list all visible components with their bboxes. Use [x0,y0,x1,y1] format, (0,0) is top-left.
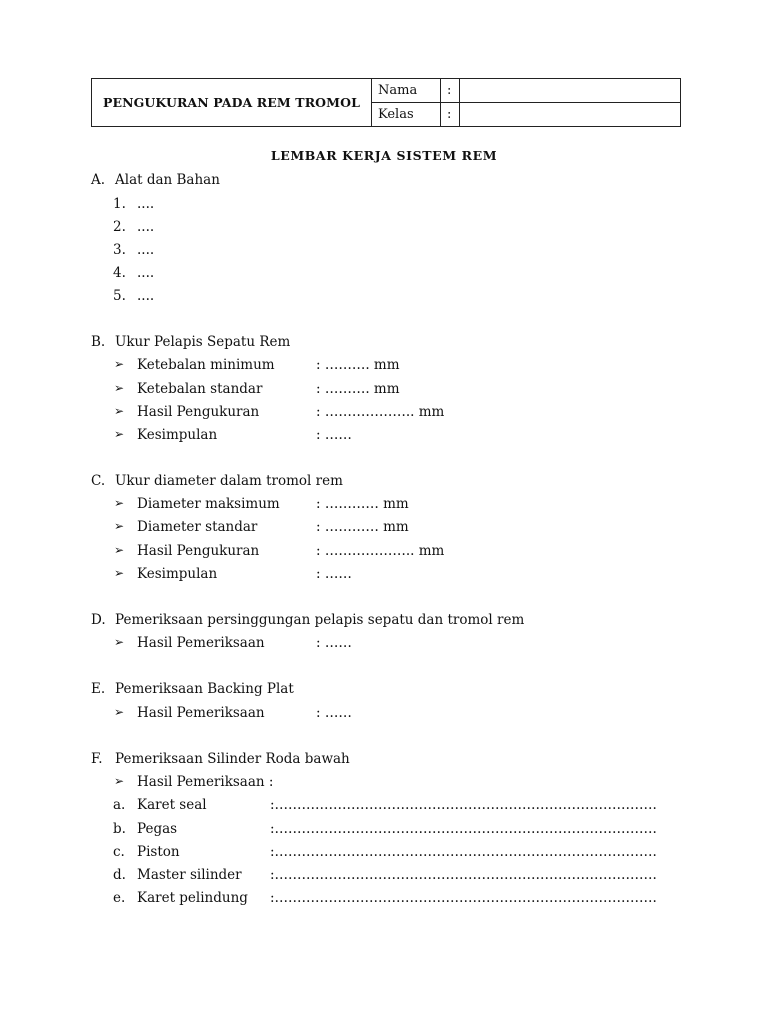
answer-blank[interactable]: :…………………………………………………………………………. [270,821,657,837]
item-letter: a. [113,797,126,813]
arrow-bullet-icon: ➢ [114,519,125,533]
nama-colon: : [441,79,460,103]
section-title: Ukur Pelapis Sepatu Rem [115,334,291,350]
section-letter: A. [91,172,106,188]
section-title: Pemeriksaan persinggungan pelapis sepatu dan tromol rem [115,612,525,628]
section-letter: C. [91,473,106,489]
arrow-bullet-icon: ➢ [114,404,125,418]
section-letter: D. [91,612,106,628]
item-letter: d. [113,867,126,883]
item-text: .... [137,265,155,281]
nama-label: Nama [372,79,441,103]
item-value[interactable]: : …… [316,705,352,721]
section-title: Alat dan Bahan [115,172,220,188]
item-label: Karet seal [137,797,207,813]
section-letter: B. [91,334,106,350]
item-letter: e. [113,890,126,906]
item-label: Kesimpulan [137,427,218,443]
kelas-label: Kelas [372,103,441,127]
arrow-bullet-icon: ➢ [114,635,125,649]
item-label: Hasil Pemeriksaan [137,635,265,651]
item-number: 1. [113,196,126,212]
section-letter: F. [91,751,103,767]
item-label: Piston [137,844,180,860]
item-text: .... [137,242,155,258]
item-label: Ketebalan minimum [137,357,275,373]
item-label: Master silinder [137,867,242,883]
item-label: Kesimpulan [137,566,218,582]
item-number: 4. [113,265,126,281]
item-value[interactable]: : ……………….. mm [316,543,445,559]
item-text: .... [137,219,155,235]
kelas-colon: : [441,103,460,127]
answer-blank[interactable]: :…………………………………………………………………………. [270,844,657,860]
kelas-field[interactable] [460,103,681,127]
page-title: LEMBAR KERJA SISTEM REM [270,148,498,163]
section-title: Pemeriksaan Backing Plat [115,681,294,697]
answer-blank[interactable]: :…………………………………………………………………………. [270,867,657,883]
item-number: 5. [113,288,126,304]
worksheet-title: PENGUKURAN PADA REM TROMOL [92,79,372,127]
item-letter: c. [113,844,125,860]
answer-blank[interactable]: :…………………………………………………………………………. [270,890,657,906]
item-text: .... [137,196,155,212]
arrow-bullet-icon: ➢ [114,566,125,580]
header-table [91,78,681,127]
item-value[interactable]: : …… [316,635,352,651]
arrow-bullet-icon: ➢ [114,357,125,371]
item-label: Ketebalan standar [137,381,263,397]
item-value[interactable]: : …… [316,566,352,582]
section-letter: E. [91,681,106,697]
item-number: 3. [113,242,126,258]
section-title: Pemeriksaan Silinder Roda bawah [115,751,350,767]
item-label: Pegas [137,821,178,837]
item-label: Hasil Pengukuran [137,404,260,420]
item-label: Hasil Pemeriksaan : [137,774,274,790]
item-number: 2. [113,219,126,235]
item-value[interactable]: : ……………….. mm [316,404,445,420]
item-label: Karet pelindung [137,890,248,906]
arrow-bullet-icon: ➢ [114,496,125,510]
arrow-bullet-icon: ➢ [114,774,125,788]
item-value[interactable]: : ………… mm [316,496,409,512]
item-value[interactable]: : …… [316,427,352,443]
item-value[interactable]: : ………. mm [316,357,400,373]
item-label: Diameter maksimum [137,496,280,512]
arrow-bullet-icon: ➢ [114,705,125,719]
arrow-bullet-icon: ➢ [114,427,125,441]
item-label: Diameter standar [137,519,258,535]
answer-blank[interactable]: :…………………………………………………………………………. [270,797,657,813]
section-title: Ukur diameter dalam tromol rem [115,473,343,489]
item-letter: b. [113,821,126,837]
item-value[interactable]: : ………. mm [316,381,400,397]
nama-field[interactable] [460,79,681,103]
arrow-bullet-icon: ➢ [114,381,125,395]
arrow-bullet-icon: ➢ [114,543,125,557]
item-value[interactable]: : ………… mm [316,519,409,535]
item-label: Hasil Pemeriksaan [137,705,265,721]
item-text: .... [137,288,155,304]
item-label: Hasil Pengukuran [137,543,260,559]
